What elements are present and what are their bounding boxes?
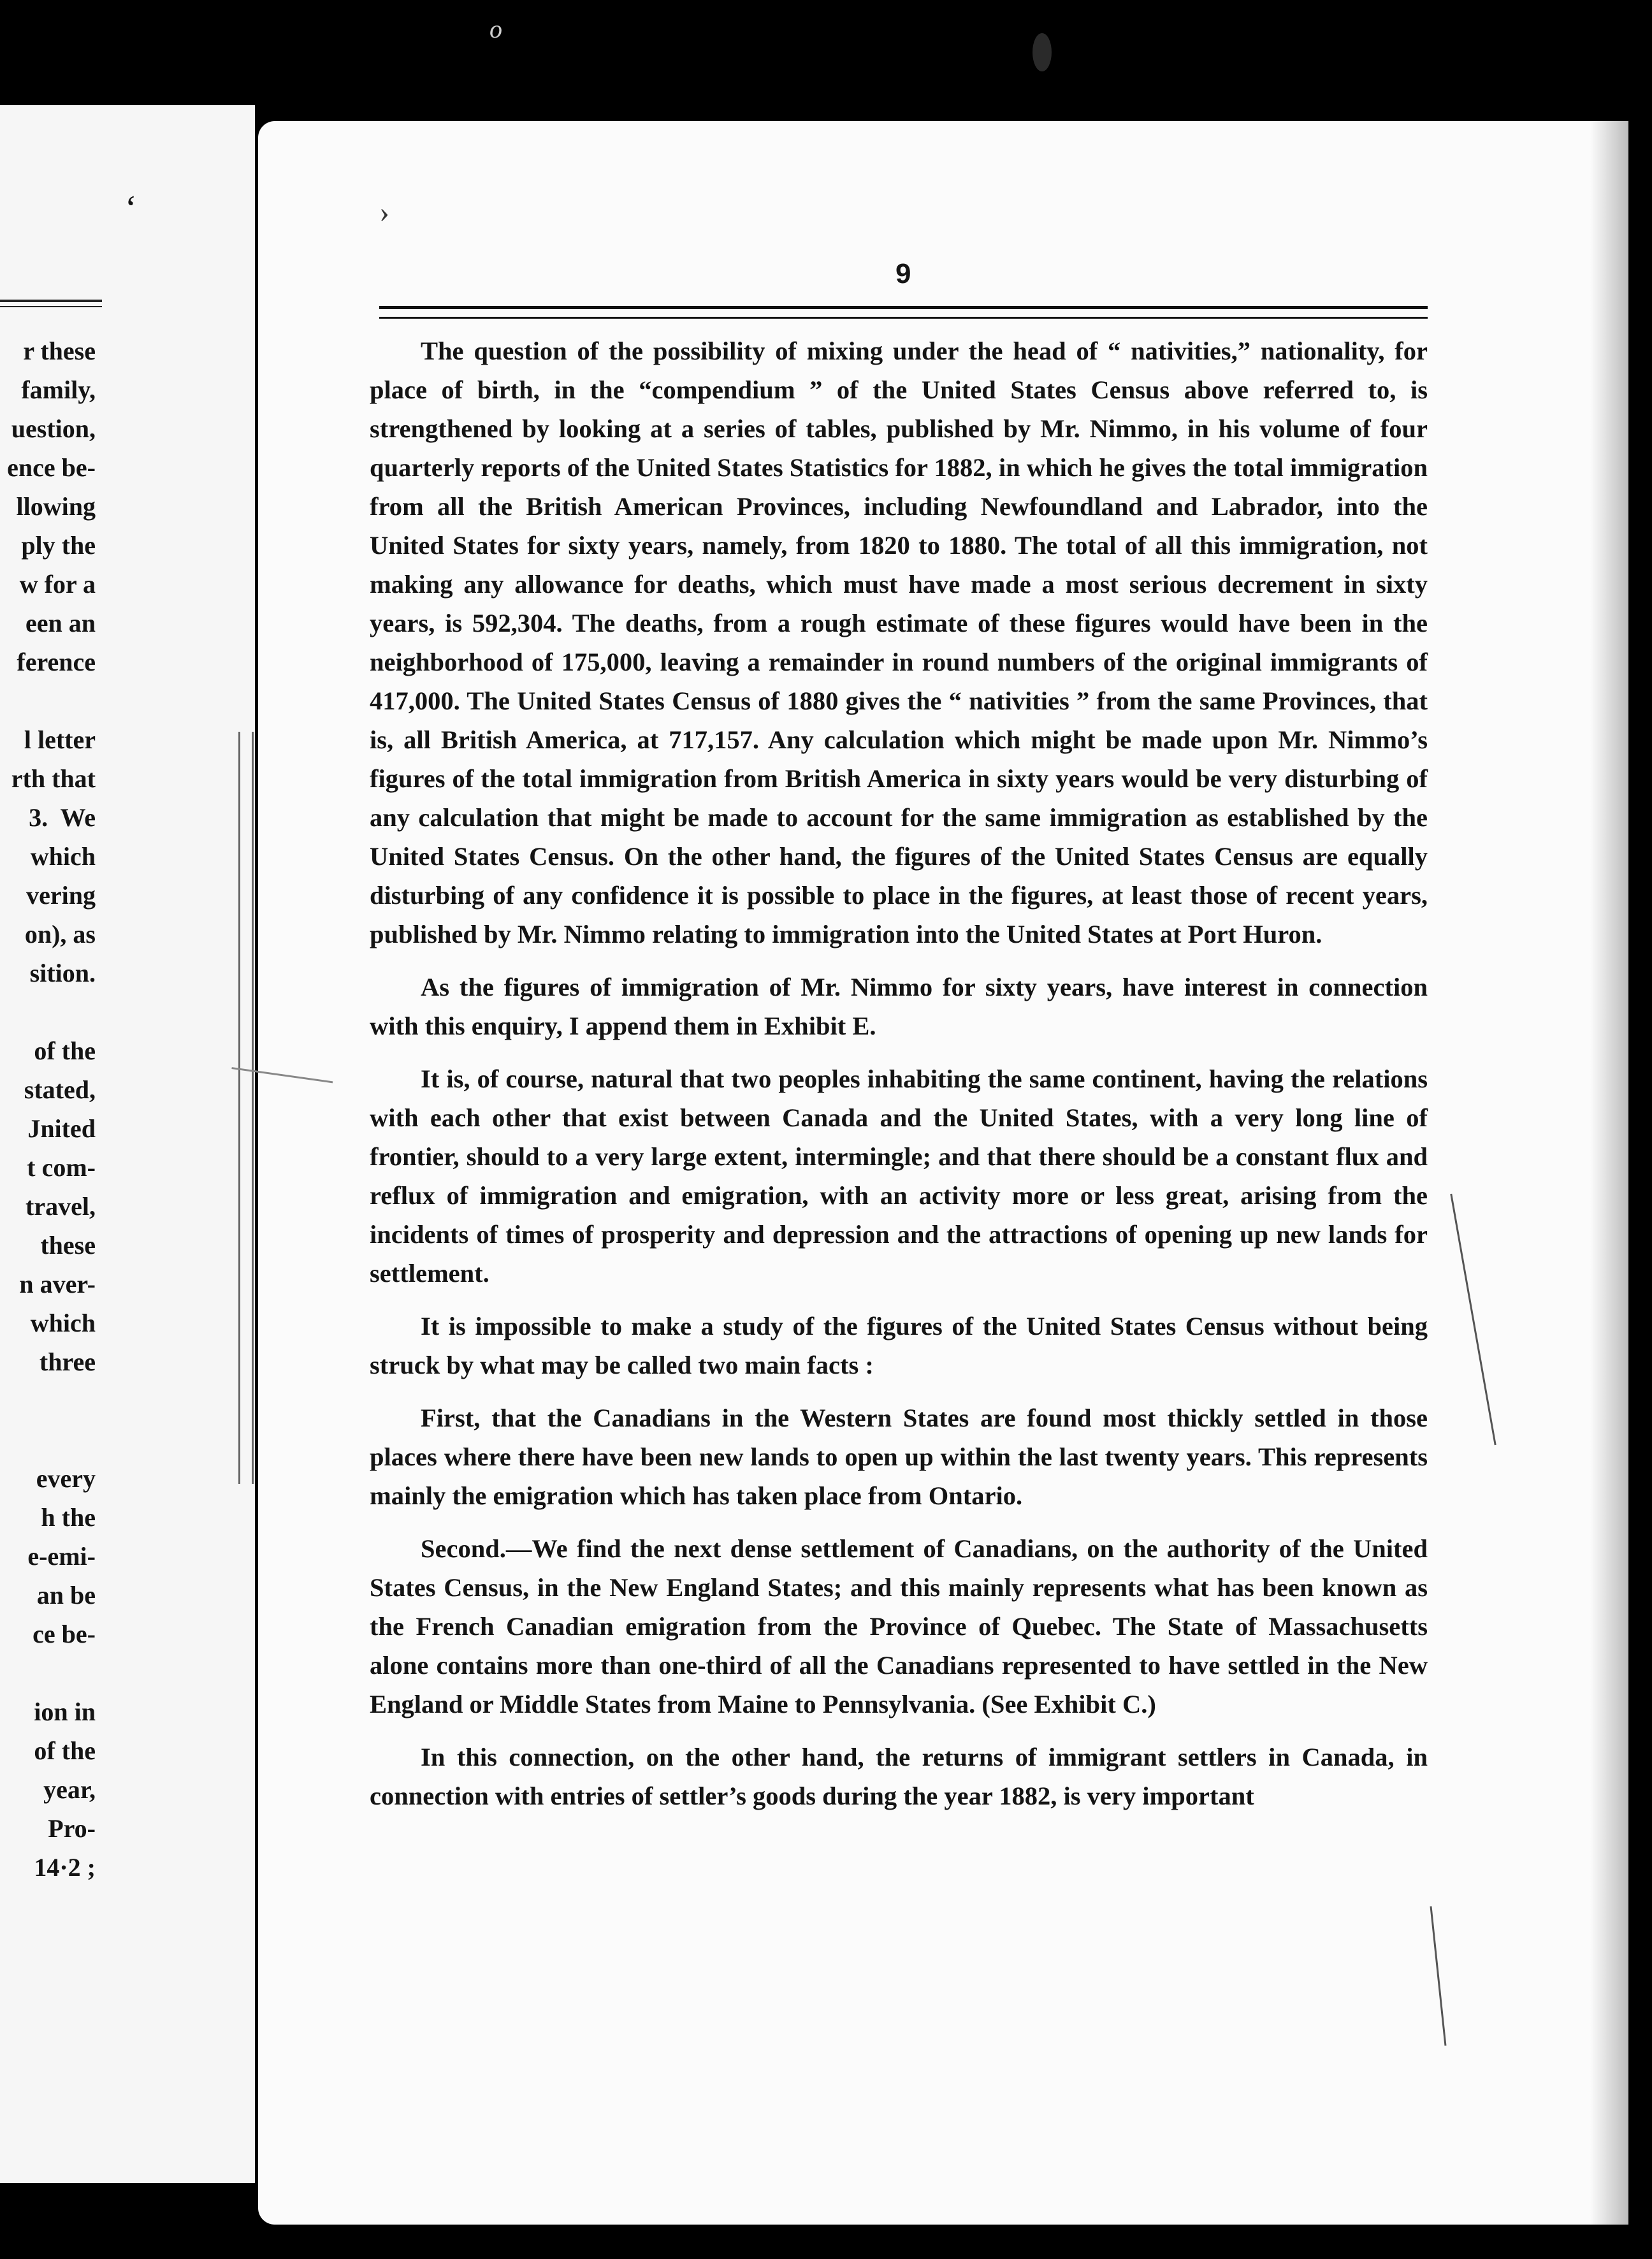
left-page-line: family,	[21, 375, 96, 404]
paragraph: The question of the possibility of mixing under the head of “ nativities,” nationality, for place of birth, in the “compendium ” of the United States Census above referred to, is strengthened by looking at a series of tables, published by Mr. Nimmo, in his volume of four quarterly reports of the United States Statistics for 1882, in which he gives the total immigration from all the British American Provinces, including Newfoundland and Labrador, into the United States for sixty years, namely, from 1820 to 1880. The total of all this immigration, not making any allowance for deaths, which must have made a most serious decrement in sixty years, is 592,304. The deaths, from a rough estimate of these figures would have been in the neighborhood of 175,000, leaving a remainder in round numbers of the original immigrants of 417,000. The United States Census of 1880 gives the “ nativities ” from the same Provinces, that is, all British America, at 717,157. Any calculation which might be made upon Mr. Nimmo’s figures of the total immigration from British America in sixty years would be very disturbing of any calculation that might be made to account for the same immigration as established by the United States Census. On the other hand, the figures of the United States Census are equally disturbing of any confidence it is possible to place in the figures, at least those of recent years, published by Mr. Nimmo relating to immigration into the United States at Port Huron.	[370, 337, 1428, 948]
left-page-line: l letter	[24, 725, 96, 754]
left-page-line	[0, 1653, 96, 1692]
left-page-line: r these	[23, 337, 96, 365]
left-page-line: year,	[43, 1775, 96, 1804]
left-page-line: t com-	[27, 1153, 96, 1182]
left-page-line: rth that	[11, 764, 96, 793]
left-page-line: 14·2 ;	[34, 1853, 96, 1882]
page-shadow	[1590, 121, 1628, 2225]
page-body	[370, 331, 1428, 1829]
left-page-line: every	[36, 1464, 96, 1493]
left-page-line	[0, 1420, 96, 1459]
paragraph: It is impossible to make a study of the figures of the United States Census without being struck by what may be called two main facts :	[370, 1312, 1428, 1379]
left-page-line: which	[30, 842, 96, 871]
left-page-line: e-emi-	[27, 1542, 96, 1571]
left-page-line: vering	[26, 881, 96, 910]
left-page-line: three	[39, 1347, 96, 1376]
left-page-line: n aver-	[19, 1270, 96, 1298]
left-page	[0, 105, 255, 2183]
left-page-line: stated,	[24, 1075, 96, 1104]
left-page-line: Pro-	[48, 1814, 96, 1843]
left-page-line: of the	[34, 1036, 96, 1065]
left-page-line: ence be-	[7, 453, 96, 482]
pencil-mark-right	[1450, 1194, 1496, 1445]
paragraph: As the figures of immigration of Mr. Nimmo for sixty years, have interest in connection with this enquiry, I append them in Exhibit E.	[370, 973, 1428, 1040]
left-page-line: of the	[34, 1736, 96, 1765]
top-mark: o	[489, 15, 502, 43]
left-page-line: 3. We	[29, 803, 96, 832]
left-page-line: sition.	[29, 959, 96, 987]
left-page-line: uestion,	[11, 414, 96, 443]
left-page-line: llowing	[16, 492, 96, 521]
left-page-line: ion in	[34, 1697, 96, 1726]
left-page-line: Jnited	[27, 1114, 96, 1143]
left-page-line	[0, 1381, 96, 1420]
main-page	[258, 121, 1628, 2225]
left-page-line: h the	[41, 1503, 96, 1532]
left-page-line: an be	[36, 1581, 96, 1609]
left-page-line: ply the	[21, 531, 96, 560]
left-page-line: these	[40, 1231, 96, 1260]
paragraph: In this connection, on the other hand, the returns of immigrant settlers in Canada, in connection with entries of settler’s goods during the year 1882, is very important	[370, 1743, 1428, 1810]
page-check-mark: ›	[379, 195, 389, 229]
scan-blur	[1032, 33, 1052, 71]
pencil-mark-bottom	[1430, 1906, 1447, 2045]
left-page-line: ference	[17, 648, 96, 676]
left-page-line	[0, 992, 96, 1031]
header-rule	[379, 306, 1428, 319]
left-page-line: travel,	[25, 1192, 96, 1221]
paragraph: First, that the Canadians in the Western States are found most thickly settled in those places where there have been new lands to open up within the last twenty years. This represents mainly the emigration which has taken place from Ontario.	[370, 1404, 1428, 1510]
left-page-line: w for a	[19, 570, 96, 599]
paragraph: It is, of course, natural that two peoples inhabiting the same continent, having the relations with each other that exist between Canada and the United States, with a very long line of frontier, should to a very large extent, intermingle; and that there should be a constant flux and reflux of immigration and emigration, with an activity more or less great, arising from the incidents of times of prosperity and depression and the attractions of opening up new lands for settlement.	[370, 1064, 1428, 1288]
left-page-tick: ‘	[125, 189, 137, 228]
left-page-rule	[0, 300, 102, 307]
paragraph: Second.—We find the next dense settlement of Canadians, on the authority of the United States Census, in the New England States; and this mainly represents what has been known as the French Canadian emigration from the Province of Quebec. The State of Massachusetts alone contains more than one-third of all the Canadians represented to have settled in the New England or Middle States from Maine to Pennsylvania. (See Exhibit C.)	[370, 1534, 1428, 1718]
left-page-line	[0, 681, 96, 720]
page-number: 9	[895, 258, 911, 289]
left-page-line: ce be-	[33, 1620, 96, 1648]
binding-thread	[238, 732, 254, 1484]
left-page-line: een an	[25, 609, 96, 637]
left-page-line: which	[30, 1309, 96, 1337]
left-page-line: on), as	[24, 920, 96, 948]
left-page-text	[0, 331, 96, 1887]
